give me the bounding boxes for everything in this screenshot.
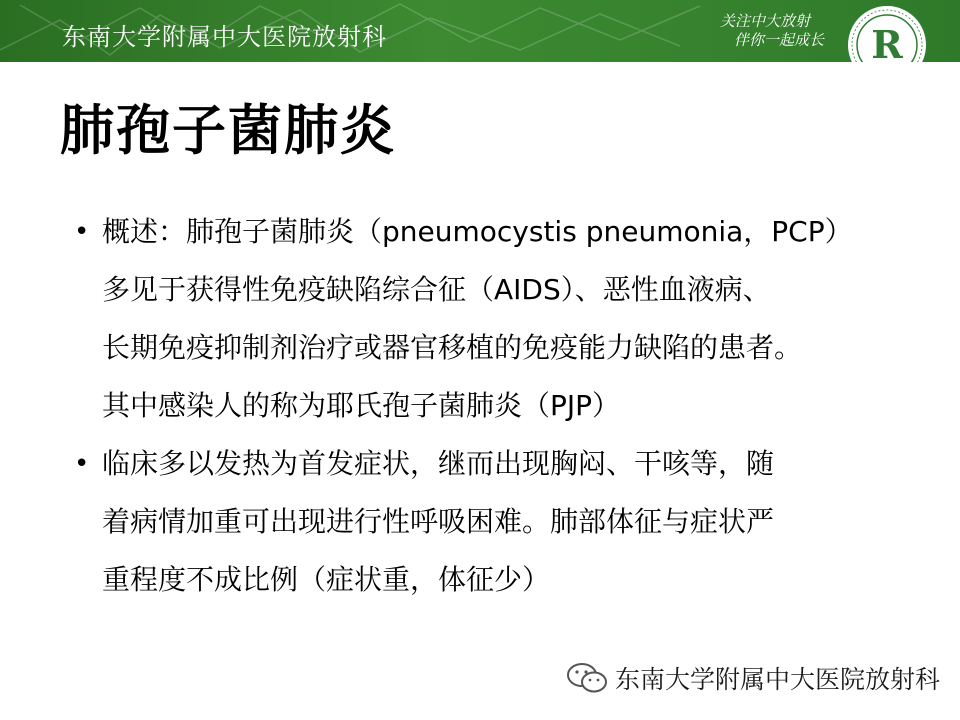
bullet-overview [74, 203, 924, 435]
wechat-icon [565, 661, 609, 695]
watermark-text: 东南大学附属中大医院放射科 [615, 665, 941, 694]
bullet-line: 其中感染人的称为耶氏孢子菌肺炎（PJP） [102, 389, 621, 422]
bullet-line: 长期免疫抑制剂治疗或器官移植的免疫能力缺陷的患者。 [102, 331, 803, 364]
bullet-line: 重程度不成比例（症状重，体征少） [102, 563, 551, 596]
bullet-line: 临床多以发热为首发症状，继而出现胸闷、干咳等，随 [102, 447, 775, 480]
hospital-logo-icon [844, 2, 930, 67]
bullet-list [74, 203, 924, 609]
slogan-line-2: 伴你一起成长 [734, 31, 825, 49]
bullet-line: 概述：肺孢子菌肺炎（pneumocystis pneumonia，PCP） [102, 215, 853, 248]
bullet-dot: • [74, 449, 90, 479]
slogan [720, 12, 824, 50]
slide-title: 肺孢子菌肺炎 [60, 99, 396, 162]
logo-letter: R [871, 22, 903, 67]
bullet-dot: • [74, 217, 90, 247]
bullet-line: 着病情加重可出现进行性呼吸困难。肺部体征与症状严 [102, 505, 775, 538]
bullet-line: 多见于获得性免疫缺陷综合征（AIDS）、恶性血液病、 [102, 273, 771, 306]
department-name: 东南大学附属中大医院放射科 [62, 23, 387, 51]
slogan-line-1: 关注中大放射 [720, 12, 811, 30]
footer-watermark [565, 660, 940, 696]
header-banner [0, 0, 960, 67]
bullet-clinical [74, 435, 924, 609]
